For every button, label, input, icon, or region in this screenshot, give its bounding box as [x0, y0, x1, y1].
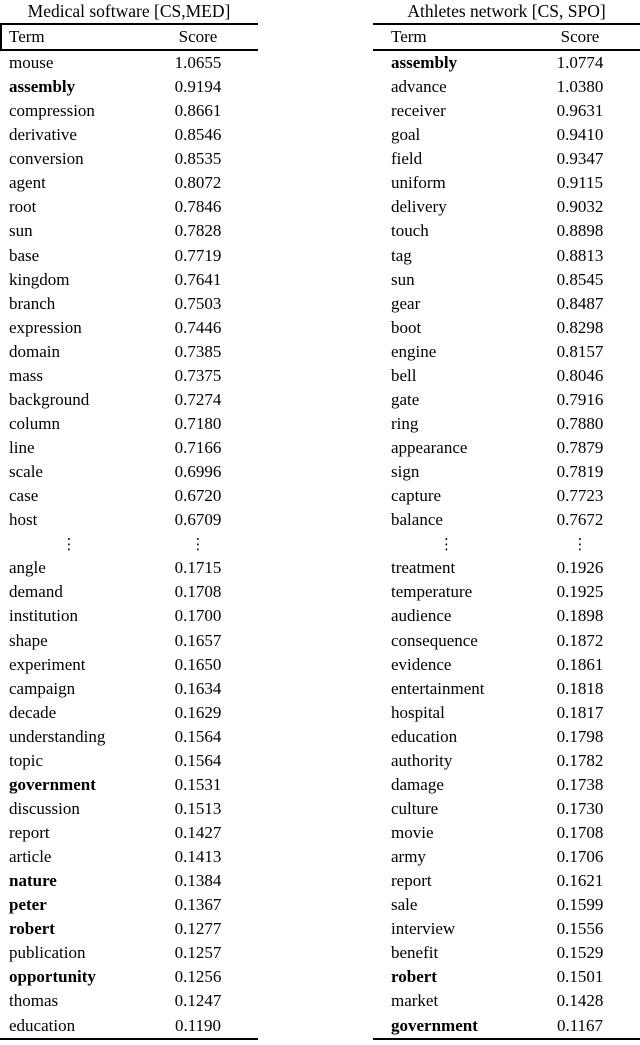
score-cell: 0.1529: [556, 943, 604, 963]
table-row: [0, 340, 258, 364]
score-cell: 0.7503: [174, 293, 222, 313]
header-row: [0, 25, 258, 49]
term-cell: government: [391, 1015, 478, 1035]
term-cell: angle: [9, 558, 46, 578]
term-cell: understanding: [9, 726, 106, 746]
table-row: [373, 171, 640, 195]
term-cell: bell: [391, 365, 417, 385]
term-cell: topic: [9, 750, 43, 770]
table-row: [0, 580, 258, 604]
term-cell: host: [9, 510, 38, 530]
term-cell: shape: [9, 630, 48, 650]
term-cell: audience: [391, 606, 452, 626]
score-cell: 0.1708: [556, 823, 604, 843]
score-cell: 1.0655: [174, 53, 222, 73]
table-row: [373, 701, 640, 725]
table-row: [0, 171, 258, 195]
score-cell: 0.7916: [556, 389, 604, 409]
table-row: [373, 917, 640, 941]
table-row: [0, 219, 258, 243]
term-cell: temperature: [391, 582, 473, 602]
table-row: [373, 123, 640, 147]
score-cell: 0.8546: [174, 125, 222, 145]
term-cell: assembly: [9, 77, 76, 97]
score-cell: 0.9194: [174, 77, 222, 97]
score-cell: 0.7641: [174, 269, 222, 289]
score-cell: 0.1706: [556, 847, 604, 867]
score-cell: 0.1700: [174, 606, 222, 626]
table-row: [373, 749, 640, 773]
term-cell: capture: [391, 486, 442, 506]
table-row: [373, 797, 640, 821]
term-cell: derivative: [9, 125, 77, 145]
table-title: Medical software [CS,MED]: [27, 1, 231, 21]
table-row: [0, 1014, 258, 1038]
table-row: [373, 629, 640, 653]
table-row: [0, 629, 258, 653]
table-row: [373, 244, 640, 268]
table-row: [373, 484, 640, 508]
score-cell: 0.9410: [556, 125, 604, 145]
table-row: [373, 869, 640, 893]
table-row: [0, 268, 258, 292]
term-cell: army: [391, 847, 426, 867]
score-cell: 0.7819: [556, 462, 604, 482]
score-cell: 0.1634: [174, 678, 222, 698]
score-cell: 0.6709: [174, 510, 222, 530]
score-cell: 0.1817: [556, 702, 604, 722]
score-cell: 0.1247: [174, 991, 222, 1011]
term-cell: sale: [391, 895, 418, 915]
term-cell: article: [9, 847, 52, 867]
table-row: [0, 364, 258, 388]
term-cell: tag: [391, 245, 412, 265]
score-cell: 0.1926: [556, 558, 604, 578]
score-cell: 0.8545: [556, 269, 604, 289]
bottom-rule: [373, 1038, 640, 1040]
score-cell: 0.1167: [556, 1015, 604, 1035]
table-row: [0, 436, 258, 460]
term-cell: sun: [391, 269, 415, 289]
table-row: [373, 725, 640, 749]
term-cell: entertainment: [391, 678, 485, 698]
score-cell: 0.1427: [174, 823, 222, 843]
score-cell: 0.1818: [556, 678, 604, 698]
term-cell: report: [391, 871, 432, 891]
term-cell: publication: [9, 943, 86, 963]
medical-software-table: [0, 0, 258, 1040]
table-row: [373, 821, 640, 845]
bottom-rows: [0, 556, 258, 1037]
term-cell: education: [391, 726, 458, 746]
table-title: Athletes network [CS, SPO]: [407, 1, 606, 21]
score-cell: 0.1556: [556, 919, 604, 939]
score-cell: 0.7375: [174, 365, 222, 385]
table-row: [0, 484, 258, 508]
table-row: [0, 604, 258, 628]
table-row: [373, 195, 640, 219]
table-row: [0, 845, 258, 869]
term-cell: consequence: [391, 630, 478, 650]
table-row: [0, 147, 258, 171]
term-cell: mouse: [9, 53, 54, 73]
table-row: [0, 773, 258, 797]
table-row: [373, 1014, 640, 1038]
term-cell: receiver: [391, 101, 446, 121]
score-cell: 0.1256: [174, 967, 222, 987]
score-ellipsis: ⋮: [190, 534, 206, 553]
term-cell: background: [9, 389, 90, 409]
term-cell: robert: [391, 967, 437, 987]
score-cell: 0.1413: [174, 847, 222, 867]
term-cell: authority: [391, 750, 453, 770]
table-row: [373, 508, 640, 532]
term-cell: line: [9, 438, 35, 458]
table-row: [0, 99, 258, 123]
term-cell: goal: [391, 125, 421, 145]
header-edge-tick: [0, 23, 2, 51]
term-cell: decade: [9, 702, 57, 722]
score-cell: 0.7879: [556, 438, 604, 458]
table-row: [373, 340, 640, 364]
term-cell: treatment: [391, 558, 456, 578]
ellipsis-row: [0, 532, 258, 556]
score-cell: 0.8298: [556, 317, 604, 337]
score-cell: 0.1564: [174, 750, 222, 770]
table-row: [0, 821, 258, 845]
score-cell: 0.9115: [556, 173, 604, 193]
score-cell: 0.1257: [174, 943, 222, 963]
table-row: [373, 989, 640, 1013]
term-cell: thomas: [9, 991, 59, 1011]
table-row: [373, 412, 640, 436]
term-cell: kingdom: [9, 269, 70, 289]
score-cell: 0.7672: [556, 510, 604, 530]
table-row: [373, 99, 640, 123]
table-row: [0, 195, 258, 219]
term-cell: nature: [9, 871, 57, 891]
table-row: [0, 51, 258, 75]
term-cell: root: [9, 197, 37, 217]
table-row: [373, 75, 640, 99]
table-row: [373, 147, 640, 171]
table-row: [373, 436, 640, 460]
score-cell: 0.1861: [556, 654, 604, 674]
score-cell: 0.7274: [174, 389, 222, 409]
table-row: [0, 316, 258, 340]
term-cell: case: [9, 486, 39, 506]
term-cell: robert: [9, 919, 55, 939]
term-cell: balance: [391, 510, 443, 530]
term-cell: engine: [391, 341, 437, 361]
term-cell: branch: [9, 293, 56, 313]
athletes-network-table: [373, 0, 640, 1040]
table-row: [0, 556, 258, 580]
table-row: [0, 75, 258, 99]
term-cell: evidence: [391, 654, 452, 674]
term-cell: delivery: [391, 197, 447, 217]
table-row: [373, 292, 640, 316]
term-cell: institution: [9, 606, 78, 626]
term-cell: market: [391, 991, 439, 1011]
table-row: [0, 989, 258, 1013]
term-cell: column: [9, 413, 60, 433]
table-row: [373, 388, 640, 412]
table-row: [0, 123, 258, 147]
term-cell: base: [9, 245, 40, 265]
term-cell: domain: [9, 341, 60, 361]
score-cell: 0.9347: [556, 149, 604, 169]
term-cell: sun: [9, 221, 33, 241]
score-cell: 0.1190: [174, 1015, 222, 1035]
score-cell: 0.1599: [556, 895, 604, 915]
term-cell: government: [9, 774, 96, 794]
score-cell: 0.1629: [174, 702, 222, 722]
score-cell: 0.9032: [556, 197, 604, 217]
table-row: [373, 677, 640, 701]
term-cell: movie: [391, 823, 434, 843]
score-cell: 0.1564: [174, 726, 222, 746]
term-ellipsis: ⋮: [61, 534, 77, 553]
score-cell: 0.8072: [174, 173, 222, 193]
score-cell: 0.7180: [174, 413, 222, 433]
table-row: [0, 797, 258, 821]
table-row: [0, 965, 258, 989]
score-cell: 0.1925: [556, 582, 604, 602]
table-row: [0, 508, 258, 532]
term-column-header: Term: [9, 27, 45, 46]
score-cell: 0.1650: [174, 654, 222, 674]
score-ellipsis: ⋮: [572, 534, 588, 553]
term-cell: conversion: [9, 149, 84, 169]
score-cell: 0.1513: [174, 798, 222, 818]
score-cell: 0.1657: [174, 630, 222, 650]
score-cell: 0.7385: [174, 341, 222, 361]
term-cell: sign: [391, 462, 420, 482]
term-cell: expression: [9, 317, 82, 337]
table-row: [0, 677, 258, 701]
table-row: [373, 965, 640, 989]
score-cell: 0.7846: [174, 197, 222, 217]
score-cell: 0.8661: [174, 101, 222, 121]
table-row: [373, 604, 640, 628]
term-cell: advance: [391, 77, 447, 97]
ellipsis-row: [373, 532, 640, 556]
term-cell: peter: [9, 895, 47, 915]
term-cell: campaign: [9, 678, 76, 698]
term-cell: education: [9, 1015, 76, 1035]
table-row: [0, 653, 258, 677]
score-cell: 0.1782: [556, 750, 604, 770]
table-row: [373, 653, 640, 677]
score-cell: 0.1708: [174, 582, 222, 602]
score-column-header: Score: [178, 27, 218, 46]
table-row: [373, 316, 640, 340]
score-cell: 0.1384: [174, 871, 222, 891]
term-cell: demand: [9, 582, 63, 602]
score-cell: 0.6996: [174, 462, 222, 482]
score-cell: 0.1872: [556, 630, 604, 650]
table-row: [373, 941, 640, 965]
score-cell: 0.1277: [174, 919, 222, 939]
score-cell: 0.7446: [174, 317, 222, 337]
table-row: [0, 701, 258, 725]
score-cell: 0.9631: [556, 101, 604, 121]
term-column-header: Term: [391, 27, 427, 46]
score-cell: 0.1367: [174, 895, 222, 915]
score-cell: 1.0380: [556, 77, 604, 97]
score-cell: 0.8535: [174, 149, 222, 169]
table-row: [0, 893, 258, 917]
score-cell: 0.6720: [174, 486, 222, 506]
term-cell: compression: [9, 101, 95, 121]
score-cell: 0.1715: [174, 558, 222, 578]
score-cell: 0.8487: [556, 293, 604, 313]
term-cell: experiment: [9, 654, 86, 674]
term-cell: hospital: [391, 702, 445, 722]
table-row: [373, 773, 640, 797]
term-cell: uniform: [391, 173, 446, 193]
table-row: [0, 244, 258, 268]
term-cell: touch: [391, 221, 429, 241]
table-row: [373, 556, 640, 580]
term-cell: mass: [9, 365, 43, 385]
term-cell: benefit: [391, 943, 439, 963]
table-row: [373, 845, 640, 869]
score-cell: 0.8157: [556, 341, 604, 361]
term-cell: damage: [391, 774, 444, 794]
term-cell: ring: [391, 413, 419, 433]
table-row: [0, 941, 258, 965]
term-cell: culture: [391, 798, 439, 818]
score-cell: 0.1621: [556, 871, 604, 891]
table-row: [0, 725, 258, 749]
term-cell: gear: [391, 293, 421, 313]
term-cell: opportunity: [9, 967, 96, 987]
term-cell: assembly: [391, 53, 458, 73]
score-cell: 0.8046: [556, 365, 604, 385]
header-row: [373, 25, 640, 49]
table-row: [373, 51, 640, 75]
bottom-rows: [373, 556, 640, 1037]
term-cell: gate: [391, 389, 420, 409]
score-column-header: Score: [560, 27, 600, 46]
score-cell: 0.1531: [174, 774, 222, 794]
table-row: [0, 749, 258, 773]
score-cell: 0.1501: [556, 967, 604, 987]
table-row: [373, 460, 640, 484]
score-cell: 0.7880: [556, 413, 604, 433]
term-cell: agent: [9, 173, 46, 193]
score-cell: 0.1730: [556, 798, 604, 818]
table-row: [0, 869, 258, 893]
score-cell: 0.1428: [556, 991, 604, 1011]
table-row: [373, 364, 640, 388]
table-row: [0, 917, 258, 941]
score-cell: 0.7828: [174, 221, 222, 241]
score-cell: 1.0774: [556, 53, 604, 73]
term-cell: interview: [391, 919, 456, 939]
term-cell: boot: [391, 317, 422, 337]
term-cell: appearance: [391, 438, 468, 458]
table-row: [0, 292, 258, 316]
score-cell: 0.1798: [556, 726, 604, 746]
table-row: [373, 219, 640, 243]
table-row: [0, 460, 258, 484]
score-cell: 0.7719: [174, 245, 222, 265]
term-cell: scale: [9, 462, 43, 482]
top-rows: [373, 51, 640, 532]
table-row: [373, 580, 640, 604]
score-cell: 0.8813: [556, 245, 604, 265]
score-cell: 0.7166: [174, 438, 222, 458]
term-cell: field: [391, 149, 423, 169]
term-ellipsis: ⋮: [439, 534, 454, 553]
bottom-rule: [0, 1038, 258, 1040]
table-row: [373, 893, 640, 917]
score-cell: 0.8898: [556, 221, 604, 241]
score-cell: 0.1738: [556, 774, 604, 794]
top-rows: [0, 51, 258, 532]
score-cell: 0.7723: [556, 486, 604, 506]
table-row: [373, 268, 640, 292]
term-cell: discussion: [9, 798, 80, 818]
table-row: [0, 388, 258, 412]
term-cell: report: [9, 823, 50, 843]
score-cell: 0.1898: [556, 606, 604, 626]
table-row: [0, 412, 258, 436]
